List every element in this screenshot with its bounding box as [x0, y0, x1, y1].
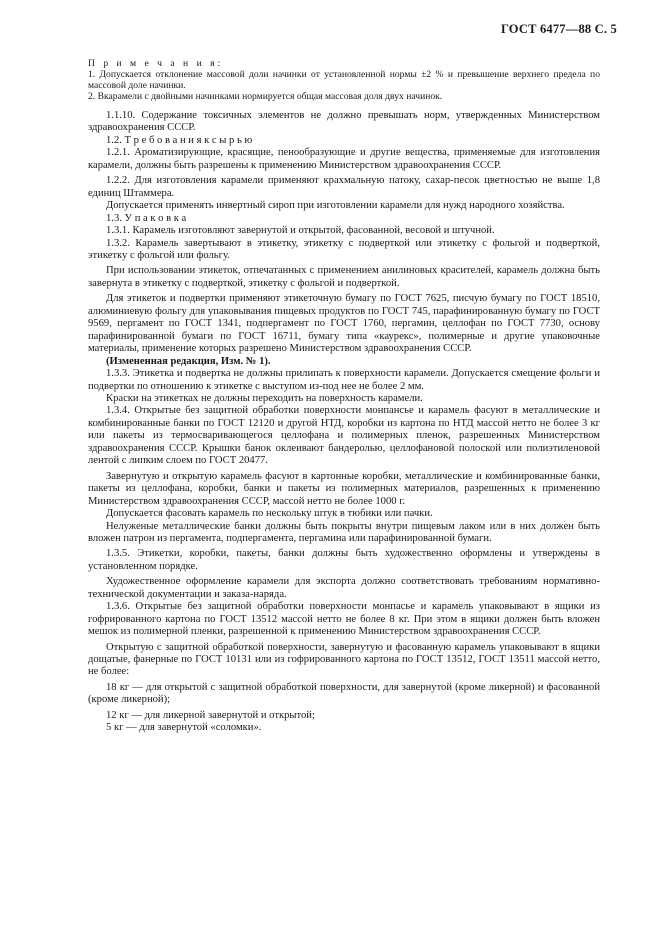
clause-1-3-6-b: Открытую с защитной обработкой поверхности, завернутую и фасованную карамель упаковывают в ящики дощатые, фанерные по ГОСТ 10131 или из гофрированного картона по ГОСТ 13512, ГОСТ 13511 массой нетто, не более: — [88, 641, 600, 678]
clause-1-3-4-d: Нелуженые металлические банки должны быть покрыты внутри пищевым лаком или в них должен быть вложен патрон из пергамента, подпергамента, пергамина или парафинированной бумаги. — [88, 520, 600, 544]
page-header: ГОСТ 6477—88 С. 5 — [500, 22, 617, 36]
amendment-note: (Измененная редакция, Изм. № 1). — [106, 355, 271, 367]
clause-1-3-4-c: Допускается фасовать карамель по нескольку штук в тюбики или пачки. — [106, 508, 433, 520]
list-item-18kg: 18 кг — для открытой с защитной обработкой поверхности, для завернутой (кроме ликерной) и фасованной (кроме ликерной); — [88, 681, 600, 706]
clause-1-2-2-b: Допускается применять инвертный сироп при изготовлении карамели для нужд народного хозяйства. — [106, 200, 565, 212]
clause-1-3-3: 1.3.3. Этикетка и подвертка не должны прилипать к поверхности карамели. Допускается смещение фольги и подвертки по отношению к этикетке с выступом из-под нее не более 2 мм. — [88, 368, 600, 392]
clause-1-3-5: 1.3.5. Этикетки, коробки, пакеты, банки должны быть художественно оформлены и утверждены в установленном порядке. — [88, 548, 600, 572]
clause-1-3-3-b: Краски на этикетках не должны переходить на поверхность карамели. — [106, 392, 423, 404]
notes-title: П р и м е ч а н и я: — [88, 58, 224, 69]
document-body — [88, 58, 600, 735]
note-item-2: 2. Вкарамели с двойными начинками нормируется общая массовая доля двух начинок. — [88, 91, 443, 102]
section-heading-1-2: 1.2. Т р е б о в а н и я к с ы р ь ю — [106, 134, 253, 146]
list-item-5kg: 5 кг — для завернутой «соломки». — [106, 722, 262, 734]
clause-1-2-2: 1.2.2. Для изготовления карамели применяют крахмальную патоку, сахар-песок цветностью не выше 1,8 единиц Штаммера. — [88, 175, 600, 199]
clause-1-3-2-c: Для этикеток и подвертки применяют этикеточную бумагу по ГОСТ 7625, писчую бумагу по ГОСТ 18510, алюминиевую фольгу для упаковывания пищевых продуктов по ГОСТ 745, парафинированную бумагу по ГОСТ 9569, пергамент по ГОСТ 1341, подпергамент по ГОСТ 1760, пергамин, целлофан по ГОСТ 7730, основу парафинированной бумаги по ГОСТ 16711, бумагу типа «каурекс», полимерные и другие упаковочные материалы, применение которых разрешено Министерством здравоохранения СССР. — [88, 293, 600, 355]
clause-1-3-2: 1.3.2. Карамель завертывают в этикетку, этикетку с подверткой или этикетку с фольгой и подверткой, этикетку с фольгой или фольгу. — [88, 237, 600, 261]
clause-1-3-1: 1.3.1. Карамель изготовляют завернутой и открытой, фасованной, весовой и штучной. — [106, 225, 495, 237]
note-item-1: 1. Допускается отклонение массовой доли начинки от установленной нормы ±2 % и превышение верхнего предела по массовой доле начинки. — [88, 69, 600, 91]
clause-1-3-5-b: Художественное оформление карамели для экспорта должно соответствовать требованиям нормативно-технической документации и заказа-наряда. — [88, 576, 600, 600]
clause-1-3-4-b: Завернутую и открытую карамель фасуют в картонные коробки, металлические и комбинированные банки, пакеты из целлофана, коробки, банки и пакеты из полимерных материалов, разрешенных к применению Министерством здравоохранения СССР, массой нетто не более 1000 г. — [88, 470, 600, 507]
section-heading-1-3: 1.3. У п а к о в к а — [106, 212, 187, 224]
list-item-12kg: 12 кг — для ликерной завернутой и открытой; — [106, 709, 315, 721]
clause-1-3-4: 1.3.4. Открытые без защитной обработки поверхности монпансье и карамель фасуют в металлические и комбинированные банки по ГОСТ 12120 и другой НТД, коробки из картона по НТД массой нетто не более 3 кг или пакеты из термосваривающегося целлофана и полимерных пленок, разрешенных Министерством здравоохранения СССР. Крышки банок оклеивают бандеролью, целлофановой полоской или полиэтиленовой лентой с липким слоем по ГОСТ 20477. — [88, 405, 600, 467]
clause-1-3-2-b: При использовании этикеток, отпечатанных с применением анилиновых красителей, карамель должна быть завернута в этикетку с подверткой, этикетку с фольгой и подверткой. — [88, 265, 600, 289]
clause-1-2-1: 1.2.1. Ароматизирующие, красящие, пенообразующие и другие вещества, применяемые для изготовления карамели, должны быть разрешены к применению Министерством здравоохранения СССР. — [88, 147, 600, 171]
clause-1-3-6: 1.3.6. Открытые без защитной обработки поверхности монпасье и карамель упаковывают в ящики из гофрированного картона по ГОСТ 13512 массой нетто не более 8 кг. При этом в ящики должен быть вложен мешок из полимерной пленки, разрешенной к применению Министерством здравоохранения СССР. — [88, 601, 600, 638]
clause-1-1-10: 1.1.10. Содержание токсичных элементов не должно превышать норм, утвержденных Министерством здравоохранения СССР. — [88, 110, 600, 134]
notes-block — [88, 58, 600, 102]
